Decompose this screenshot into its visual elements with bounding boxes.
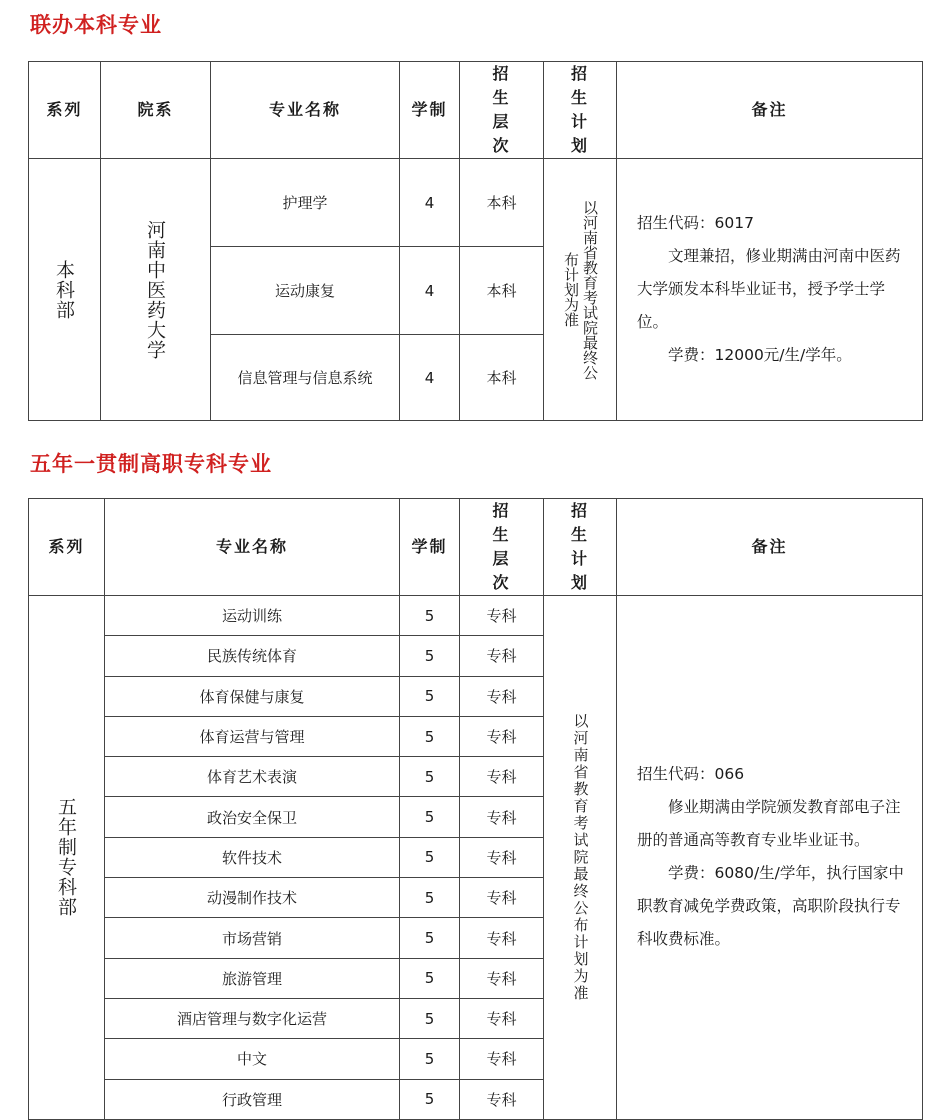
level-cell: 专科 xyxy=(460,716,544,756)
major-cell: 市场营销 xyxy=(105,918,400,958)
years-cell: 5 xyxy=(400,918,460,958)
level-cell: 专科 xyxy=(460,918,544,958)
remark-cell xyxy=(617,596,923,1120)
years-cell: 5 xyxy=(400,596,460,636)
level-cell: 专科 xyxy=(460,837,544,877)
years-cell: 4 xyxy=(400,335,460,421)
level-cell: 本科 xyxy=(460,335,544,421)
years-cell: 5 xyxy=(400,1079,460,1119)
major-cell: 信息管理与信息系统 xyxy=(211,335,400,421)
remark-code: 招生代码：6017 xyxy=(637,214,754,232)
major-cell: 酒店管理与数字化运营 xyxy=(105,998,400,1038)
level-cell: 专科 xyxy=(460,878,544,918)
plan-cell: 以河南省教育考试院最终公布计划为准 xyxy=(544,159,617,421)
major-cell: 动漫制作技术 xyxy=(105,878,400,918)
years-cell: 5 xyxy=(400,676,460,716)
plan-cell: 以河南省教育考试院最终公布计划为准 xyxy=(544,596,617,1120)
header-years: 学制 xyxy=(400,499,460,596)
header-college: 院系 xyxy=(101,62,211,159)
header-major: 专业名称 xyxy=(105,499,400,596)
section-title-fiveyear: 五年一贯制高职专科专业 xyxy=(30,452,272,476)
header-series: 系列 xyxy=(29,62,101,159)
years-cell: 5 xyxy=(400,878,460,918)
major-cell: 软件技术 xyxy=(105,837,400,877)
level-cell: 专科 xyxy=(460,676,544,716)
header-major: 专业名称 xyxy=(211,62,400,159)
header-level: 招生层次 xyxy=(460,62,544,159)
level-cell: 本科 xyxy=(460,159,544,247)
years-cell: 4 xyxy=(400,159,460,247)
level-cell: 专科 xyxy=(460,1079,544,1119)
header-level: 招生层次 xyxy=(460,499,544,596)
level-cell: 专科 xyxy=(460,1039,544,1079)
fiveyear-table xyxy=(28,498,923,1120)
level-cell: 专科 xyxy=(460,636,544,676)
major-cell: 旅游管理 xyxy=(105,958,400,998)
years-cell: 5 xyxy=(400,958,460,998)
years-cell: 5 xyxy=(400,837,460,877)
department-cell: 本科部 xyxy=(29,159,101,421)
table-row xyxy=(29,596,923,636)
remark-cell xyxy=(617,159,923,421)
level-cell: 专科 xyxy=(460,958,544,998)
table-row xyxy=(29,159,923,247)
header-remark: 备注 xyxy=(617,62,923,159)
remark-fee: 学费：12000元/生/学年。 xyxy=(668,346,852,364)
years-cell: 5 xyxy=(400,998,460,1038)
years-cell: 4 xyxy=(400,247,460,335)
years-cell: 5 xyxy=(400,1039,460,1079)
level-cell: 专科 xyxy=(460,596,544,636)
header-plan: 招生计划 xyxy=(544,62,617,159)
major-cell: 护理学 xyxy=(211,159,400,247)
major-cell: 政治安全保卫 xyxy=(105,797,400,837)
years-cell: 5 xyxy=(400,757,460,797)
major-cell: 运动康复 xyxy=(211,247,400,335)
remark-desc: 修业期满由学院颁发教育部电子注册的普通高等教育专业毕业证书。 xyxy=(637,798,901,850)
remark-desc: 文理兼招，修业期满由河南中医药大学颁发本科毕业证书，授予学士学位。 xyxy=(637,247,901,331)
college-cell: 河南中医药大学 xyxy=(101,159,211,421)
major-cell: 民族传统体育 xyxy=(105,636,400,676)
header-series: 系列 xyxy=(29,499,105,596)
remark-fee: 学费：6080/生/学年，执行国家中职教育减免学费政策，高职阶段执行专科收费标准。 xyxy=(637,864,904,949)
section-title-undergrad: 联办本科专业 xyxy=(30,13,162,37)
department-cell: 五年制专科部 xyxy=(29,596,105,1120)
major-cell: 运动训练 xyxy=(105,596,400,636)
major-cell: 行政管理 xyxy=(105,1079,400,1119)
table-header-row xyxy=(29,62,923,159)
years-cell: 5 xyxy=(400,797,460,837)
major-cell: 体育艺术表演 xyxy=(105,757,400,797)
header-years: 学制 xyxy=(400,62,460,159)
level-cell: 专科 xyxy=(460,998,544,1038)
major-cell: 体育保健与康复 xyxy=(105,676,400,716)
header-plan: 招生计划 xyxy=(544,499,617,596)
level-cell: 本科 xyxy=(460,247,544,335)
undergrad-table xyxy=(28,61,923,421)
years-cell: 5 xyxy=(400,716,460,756)
remark-code: 招生代码：066 xyxy=(637,765,745,784)
major-cell: 体育运营与管理 xyxy=(105,716,400,756)
header-remark: 备注 xyxy=(617,499,923,596)
table-header-row xyxy=(29,499,923,596)
level-cell: 专科 xyxy=(460,797,544,837)
major-cell: 中文 xyxy=(105,1039,400,1079)
level-cell: 专科 xyxy=(460,757,544,797)
years-cell: 5 xyxy=(400,636,460,676)
